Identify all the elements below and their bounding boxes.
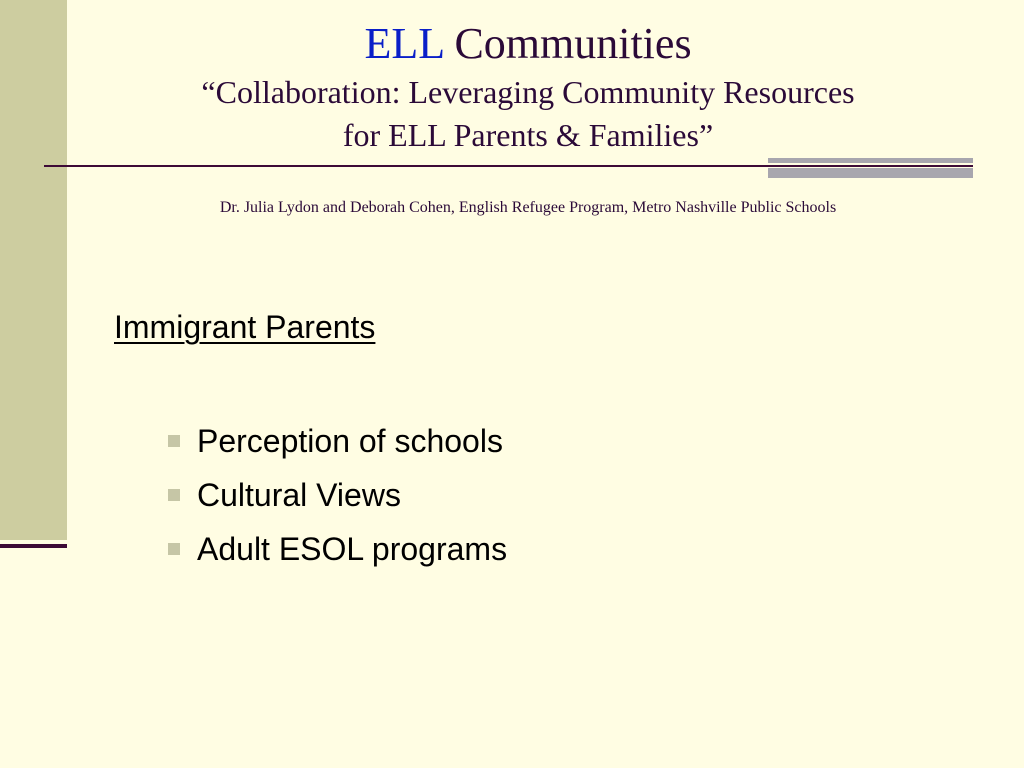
list-item xyxy=(168,522,507,576)
square-bullet-icon xyxy=(168,543,180,555)
author-credit: Dr. Julia Lydon and Deborah Cohen, English Refugee Program, Metro Nashville Public Schools xyxy=(219,199,837,216)
gray-bar-thin xyxy=(768,158,973,163)
bullet-list xyxy=(168,414,507,576)
slide-title xyxy=(70,18,986,155)
square-bullet-icon xyxy=(168,435,180,447)
section-heading: Immigrant Parents xyxy=(114,309,376,345)
list-item-text: Adult ESOL programs xyxy=(197,531,508,567)
list-item-text: Cultural Views xyxy=(197,477,401,513)
title-communities: Communities xyxy=(454,19,692,68)
title-subtitle-line1: “Collaboration: Leveraging Community Resources xyxy=(201,74,855,110)
list-item-text: Perception of schools xyxy=(197,423,503,459)
left-decorative-band xyxy=(0,0,67,540)
list-item xyxy=(168,414,507,468)
title-divider-gray-bars xyxy=(768,158,973,178)
gray-bar-thick xyxy=(768,168,973,178)
left-accent-line xyxy=(0,544,67,548)
list-item xyxy=(168,468,507,522)
title-main-line xyxy=(70,18,986,70)
square-bullet-icon xyxy=(168,489,180,501)
title-ell: ELL xyxy=(364,19,444,68)
title-subtitle-line2: for ELL Parents & Families” xyxy=(342,117,714,153)
